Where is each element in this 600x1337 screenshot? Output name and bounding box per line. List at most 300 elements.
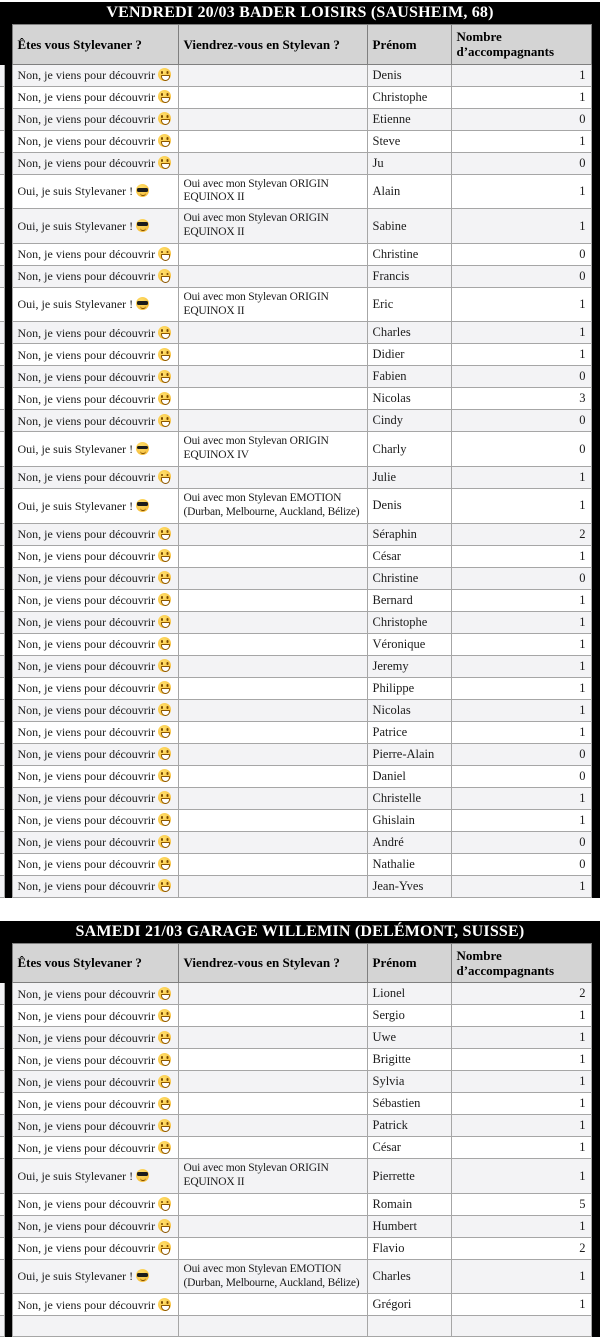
star-struck-emoji (158, 247, 171, 260)
star-struck-emoji (158, 1219, 171, 1232)
table-row (0, 265, 591, 287)
cell-accompagnants: 1 (451, 1259, 591, 1294)
star-struck-emoji (158, 1097, 171, 1110)
star-struck-emoji (158, 769, 171, 782)
star-struck-emoji (158, 593, 171, 606)
cell-prenom: Bernard (367, 589, 451, 611)
cell-stylevaner: Non, je viens pour découvrir (12, 388, 178, 410)
cell-stylevaner: Non, je viens pour découvrir (12, 366, 178, 388)
cell-stylevaner: Non, je viens pour découvrir (12, 809, 178, 831)
table-row (0, 489, 591, 524)
table-row (0, 765, 591, 787)
column-header: Viendrez-vous en Stylevan ? (178, 943, 367, 983)
cell-stylevaner: Non, je viens pour découvrir (12, 467, 178, 489)
cell-stylevaner: Non, je viens pour découvrir (12, 721, 178, 743)
table-row (0, 1159, 591, 1194)
cell-stylevaner: Non, je viens pour découvrir (12, 1137, 178, 1159)
cell-prenom: Eric (367, 287, 451, 322)
cell-accompagnants (451, 1316, 591, 1337)
table-left-gap (4, 366, 12, 388)
cell-stylevan (178, 1049, 367, 1071)
cell-accompagnants: 1 (451, 489, 591, 524)
star-struck-emoji (158, 835, 171, 848)
column-header: Viendrez-vous en Stylevan ? (178, 25, 367, 65)
cell-prenom: Ghislain (367, 809, 451, 831)
cell-accompagnants: 1 (451, 174, 591, 209)
star-struck-emoji (158, 90, 171, 103)
table-row (0, 388, 591, 410)
table-row (0, 611, 591, 633)
cell-stylevaner: Non, je viens pour découvrir (12, 265, 178, 287)
cell-stylevaner: Oui, je suis Stylevaner ! (12, 287, 178, 322)
cell-stylevan (178, 699, 367, 721)
star-struck-emoji (158, 1298, 171, 1311)
cell-stylevan (178, 655, 367, 677)
event-title-banner: VENDREDI 20/03 BADER LOISIRS (SAUSHEIM, 68) (0, 2, 600, 24)
table-row (0, 287, 591, 322)
table-left-gap (4, 1159, 12, 1194)
cell-prenom: Lionel (367, 983, 451, 1005)
table-left-gap (4, 467, 12, 489)
table-row (0, 1049, 591, 1071)
cell-accompagnants: 1 (451, 1093, 591, 1115)
star-struck-emoji (158, 370, 171, 383)
cell-stylevaner: Oui, je suis Stylevaner ! (12, 1159, 178, 1194)
table-left-gap (4, 1137, 12, 1159)
star-struck-emoji (158, 1119, 171, 1132)
table-left-gap (4, 655, 12, 677)
cell-accompagnants: 1 (451, 611, 591, 633)
star-struck-emoji (158, 725, 171, 738)
table-left-gap (4, 1071, 12, 1093)
cell-prenom: Francis (367, 265, 451, 287)
cell-stylevan: Oui avec mon Stylevan ORIGIN EQUINOX II (178, 209, 367, 244)
cell-prenom: Daniel (367, 765, 451, 787)
table-row (0, 1071, 591, 1093)
star-struck-emoji (158, 747, 171, 760)
cell-stylevan (178, 567, 367, 589)
cell-prenom: Denis (367, 64, 451, 86)
star-struck-emoji (158, 659, 171, 672)
cell-stylevaner: Non, je viens pour découvrir (12, 983, 178, 1005)
cell-stylevan (178, 633, 367, 655)
sunglasses-emoji (136, 297, 149, 310)
table-row (0, 86, 591, 108)
sunglasses-emoji (136, 442, 149, 455)
cell-accompagnants: 1 (451, 86, 591, 108)
cell-stylevaner: Non, je viens pour découvrir (12, 344, 178, 366)
table-row (0, 699, 591, 721)
cell-prenom: Christine (367, 567, 451, 589)
cell-prenom: Julie (367, 467, 451, 489)
star-struck-emoji (158, 571, 171, 584)
cell-stylevan (178, 1005, 367, 1027)
cell-stylevaner: Oui, je suis Stylevaner ! (12, 489, 178, 524)
sunglasses-emoji (136, 1169, 149, 1182)
star-struck-emoji (158, 68, 171, 81)
cell-stylevaner: Non, je viens pour découvrir (12, 1237, 178, 1259)
table-left-gap (4, 108, 12, 130)
star-struck-emoji (158, 269, 171, 282)
cell-stylevaner: Non, je viens pour découvrir (12, 523, 178, 545)
star-struck-emoji (158, 879, 171, 892)
cell-prenom: Philippe (367, 677, 451, 699)
cell-accompagnants: 1 (451, 209, 591, 244)
cell-stylevan (178, 130, 367, 152)
cell-prenom: Séraphin (367, 523, 451, 545)
cell-stylevan (178, 1237, 367, 1259)
table-row (0, 1027, 591, 1049)
column-header: Êtes vous Stylevaner ? (12, 25, 178, 65)
cell-stylevan (178, 86, 367, 108)
cell-prenom: Didier (367, 344, 451, 366)
table-left-gap (4, 265, 12, 287)
cell-accompagnants: 1 (451, 1071, 591, 1093)
cell-stylevaner: Non, je viens pour découvrir (12, 743, 178, 765)
cell-stylevan (178, 366, 367, 388)
table-row (0, 809, 591, 831)
cell-stylevan (178, 545, 367, 567)
cell-prenom: Cindy (367, 410, 451, 432)
cell-stylevan (178, 1215, 367, 1237)
cell-prenom: Christelle (367, 787, 451, 809)
cell-prenom: Uwe (367, 1027, 451, 1049)
cell-stylevan (178, 467, 367, 489)
table-left-gap (4, 1259, 12, 1294)
cell-accompagnants: 0 (451, 432, 591, 467)
cell-prenom: Fabien (367, 366, 451, 388)
cell-accompagnants: 1 (451, 1005, 591, 1027)
cell-prenom: Etienne (367, 108, 451, 130)
cell-stylevan (178, 853, 367, 875)
table-row (0, 1193, 591, 1215)
star-struck-emoji (158, 1241, 171, 1254)
cell-accompagnants: 1 (451, 467, 591, 489)
star-struck-emoji (158, 1075, 171, 1088)
cell-accompagnants: 1 (451, 677, 591, 699)
star-struck-emoji (158, 1031, 171, 1044)
cell-stylevan (178, 1071, 367, 1093)
cell-stylevaner: Non, je viens pour découvrir (12, 1093, 178, 1115)
table-left-gap (4, 1027, 12, 1049)
table-row (0, 344, 591, 366)
table-left-gap (4, 523, 12, 545)
cell-prenom: Flavio (367, 1237, 451, 1259)
cell-accompagnants: 1 (451, 721, 591, 743)
cell-stylevan: Oui avec mon Stylevan EMOTION (Durban, Melbourne, Auckland, Bélize) (178, 489, 367, 524)
cell-stylevaner: Non, je viens pour découvrir (12, 611, 178, 633)
cell-prenom: Véronique (367, 633, 451, 655)
table-row (0, 633, 591, 655)
cell-accompagnants: 2 (451, 1237, 591, 1259)
cell-stylevaner: Non, je viens pour découvrir (12, 1294, 178, 1316)
table-row (0, 174, 591, 209)
table-left-gap (4, 209, 12, 244)
sunglasses-emoji (136, 1269, 149, 1282)
table-row (0, 743, 591, 765)
table-row (0, 787, 591, 809)
star-struck-emoji (158, 134, 171, 147)
cell-stylevaner: Non, je viens pour découvrir (12, 831, 178, 853)
star-struck-emoji (158, 615, 171, 628)
cell-prenom (367, 1316, 451, 1337)
table-left-gap (4, 765, 12, 787)
cell-accompagnants: 5 (451, 1193, 591, 1215)
table-left-gap (4, 943, 12, 983)
cell-accompagnants: 1 (451, 1027, 591, 1049)
column-header: Nombre d’accompagnants (451, 25, 591, 65)
table-left-gap (4, 589, 12, 611)
cell-stylevaner: Non, je viens pour découvrir (12, 1049, 178, 1071)
table-row (0, 64, 591, 86)
cell-accompagnants: 1 (451, 1049, 591, 1071)
cell-accompagnants: 1 (451, 589, 591, 611)
table-row (0, 1259, 591, 1294)
table-left-gap (4, 567, 12, 589)
column-header-row (0, 25, 591, 65)
table-row (0, 677, 591, 699)
cell-stylevaner: Oui, je suis Stylevaner ! (12, 209, 178, 244)
cell-prenom: César (367, 1137, 451, 1159)
table-row (0, 1237, 591, 1259)
star-struck-emoji (158, 348, 171, 361)
table-row (0, 523, 591, 545)
table-left-gap (4, 174, 12, 209)
star-struck-emoji (158, 703, 171, 716)
cell-prenom: Denis (367, 489, 451, 524)
cell-accompagnants: 0 (451, 567, 591, 589)
column-header: Nombre d’accompagnants (451, 943, 591, 983)
table-left-gap (4, 25, 12, 65)
cell-stylevan (178, 108, 367, 130)
table-left-gap (4, 1237, 12, 1259)
star-struck-emoji (158, 637, 171, 650)
table-row (0, 1294, 591, 1316)
cell-stylevaner: Non, je viens pour découvrir (12, 677, 178, 699)
table-left-gap (4, 1215, 12, 1237)
table-row (0, 130, 591, 152)
cell-accompagnants: 1 (451, 655, 591, 677)
cell-accompagnants: 0 (451, 366, 591, 388)
column-header: Êtes vous Stylevaner ? (12, 943, 178, 983)
cell-prenom: Romain (367, 1193, 451, 1215)
table-row (0, 152, 591, 174)
cell-stylevan (178, 410, 367, 432)
cell-stylevaner: Non, je viens pour découvrir (12, 633, 178, 655)
cell-accompagnants: 0 (451, 743, 591, 765)
table-left-gap (4, 677, 12, 699)
table-left-gap (4, 545, 12, 567)
cell-accompagnants: 1 (451, 1137, 591, 1159)
table-row (0, 875, 591, 897)
cell-stylevaner: Non, je viens pour découvrir (12, 1027, 178, 1049)
cell-stylevaner: Oui, je suis Stylevaner ! (12, 432, 178, 467)
table-row (0, 831, 591, 853)
column-header: Prénom (367, 943, 451, 983)
cell-stylevan: Oui avec mon Stylevan ORIGIN EQUINOX II (178, 1159, 367, 1194)
cell-stylevan (178, 589, 367, 611)
table-row (0, 1215, 591, 1237)
cell-prenom: Ju (367, 152, 451, 174)
cell-stylevan (178, 344, 367, 366)
table-left-gap (4, 388, 12, 410)
cell-prenom: Charles (367, 1259, 451, 1294)
cell-stylevan (178, 1294, 367, 1316)
event-table (0, 943, 592, 1337)
cell-accompagnants: 1 (451, 1294, 591, 1316)
cell-stylevaner: Non, je viens pour découvrir (12, 589, 178, 611)
cell-accompagnants: 1 (451, 1115, 591, 1137)
cell-accompagnants: 1 (451, 344, 591, 366)
cell-prenom: Patrick (367, 1115, 451, 1137)
table-left-gap (4, 831, 12, 853)
table-left-gap (4, 699, 12, 721)
table-row (0, 467, 591, 489)
cell-prenom: Christophe (367, 611, 451, 633)
table-left-gap (4, 243, 12, 265)
table-left-gap (4, 1049, 12, 1071)
table-row (0, 853, 591, 875)
cell-accompagnants: 1 (451, 1159, 591, 1194)
cell-stylevaner: Non, je viens pour découvrir (12, 1115, 178, 1137)
table-row (0, 1137, 591, 1159)
cell-stylevan (178, 1027, 367, 1049)
cell-stylevaner: Non, je viens pour découvrir (12, 1193, 178, 1215)
cell-prenom: Sylvia (367, 1071, 451, 1093)
cell-stylevan (178, 983, 367, 1005)
cell-accompagnants: 0 (451, 410, 591, 432)
table-row (0, 108, 591, 130)
cell-prenom: Humbert (367, 1215, 451, 1237)
cell-stylevaner: Non, je viens pour découvrir (12, 86, 178, 108)
star-struck-emoji (158, 987, 171, 1000)
cell-prenom: Christophe (367, 86, 451, 108)
cell-stylevan (178, 265, 367, 287)
cell-stylevan (178, 787, 367, 809)
star-struck-emoji (158, 791, 171, 804)
cell-accompagnants: 1 (451, 322, 591, 344)
cell-accompagnants: 3 (451, 388, 591, 410)
star-struck-emoji (158, 1197, 171, 1210)
table-left-gap (4, 853, 12, 875)
cell-stylevan (178, 152, 367, 174)
table-left-gap (4, 1193, 12, 1215)
table-left-gap (4, 344, 12, 366)
star-struck-emoji (158, 392, 171, 405)
cell-stylevaner: Oui, je suis Stylevaner ! (12, 174, 178, 209)
table-left-gap (4, 809, 12, 831)
cell-accompagnants: 1 (451, 809, 591, 831)
table-left-gap (4, 489, 12, 524)
table-row (0, 1005, 591, 1027)
table-left-gap (4, 64, 12, 86)
cell-stylevan (178, 677, 367, 699)
table-left-gap (4, 875, 12, 897)
cell-stylevaner: Non, je viens pour découvrir (12, 130, 178, 152)
star-struck-emoji (158, 470, 171, 483)
cell-stylevan (178, 1137, 367, 1159)
cell-prenom: Charly (367, 432, 451, 467)
star-struck-emoji (158, 156, 171, 169)
cell-prenom: André (367, 831, 451, 853)
table-row (0, 1093, 591, 1115)
cell-stylevaner: Non, je viens pour découvrir (12, 1215, 178, 1237)
table-left-gap (4, 633, 12, 655)
table-left-gap (4, 1093, 12, 1115)
cell-stylevan: Oui avec mon Stylevan ORIGIN EQUINOX IV (178, 432, 367, 467)
cell-stylevaner: Oui, je suis Stylevaner ! (12, 1259, 178, 1294)
table-row (0, 1316, 591, 1337)
cell-stylevaner: Non, je viens pour découvrir (12, 875, 178, 897)
cell-prenom: Charles (367, 322, 451, 344)
cell-stylevaner: Non, je viens pour découvrir (12, 322, 178, 344)
cell-stylevaner: Non, je viens pour découvrir (12, 410, 178, 432)
cell-stylevan (178, 1093, 367, 1115)
table-row (0, 1115, 591, 1137)
table-row (0, 432, 591, 467)
star-struck-emoji (158, 527, 171, 540)
sunglasses-emoji (136, 499, 149, 512)
cell-accompagnants: 0 (451, 265, 591, 287)
star-struck-emoji (158, 326, 171, 339)
sunglasses-emoji (136, 184, 149, 197)
cell-stylevan (178, 831, 367, 853)
cell-prenom: Nathalie (367, 853, 451, 875)
cell-accompagnants: 0 (451, 853, 591, 875)
cell-stylevan: Oui avec mon Stylevan EMOTION (Durban, Melbourne, Auckland, Bélize) (178, 1259, 367, 1294)
cell-accompagnants: 0 (451, 152, 591, 174)
table-left-gap (4, 410, 12, 432)
cell-stylevan (178, 809, 367, 831)
cell-accompagnants: 1 (451, 130, 591, 152)
cell-stylevaner (12, 1316, 178, 1337)
cell-accompagnants: 1 (451, 64, 591, 86)
cell-prenom: Alain (367, 174, 451, 209)
table-left-gap (4, 287, 12, 322)
cell-stylevan (178, 765, 367, 787)
star-struck-emoji (158, 112, 171, 125)
table-left-gap (4, 1115, 12, 1137)
cell-stylevaner: Non, je viens pour découvrir (12, 567, 178, 589)
between-tables-spacer (0, 898, 600, 921)
cell-accompagnants: 0 (451, 108, 591, 130)
table-row (0, 209, 591, 244)
table-left-gap (4, 1005, 12, 1027)
table-row (0, 545, 591, 567)
cell-stylevan (178, 243, 367, 265)
table-row (0, 243, 591, 265)
cell-prenom: Brigitte (367, 1049, 451, 1071)
table-left-gap (4, 1294, 12, 1316)
cell-prenom: Jean-Yves (367, 875, 451, 897)
cell-stylevaner: Non, je viens pour découvrir (12, 787, 178, 809)
cell-accompagnants: 2 (451, 523, 591, 545)
star-struck-emoji (158, 813, 171, 826)
star-struck-emoji (158, 1053, 171, 1066)
cell-stylevaner: Non, je viens pour découvrir (12, 545, 178, 567)
cell-stylevan (178, 1193, 367, 1215)
table-row (0, 410, 591, 432)
cell-accompagnants: 1 (451, 787, 591, 809)
event-table (0, 24, 592, 898)
table-row (0, 567, 591, 589)
column-header-row (0, 943, 591, 983)
table-left-gap (4, 721, 12, 743)
cell-stylevan (178, 875, 367, 897)
cell-prenom: Pierrette (367, 1159, 451, 1194)
cell-prenom: Nicolas (367, 388, 451, 410)
table-left-gap (4, 432, 12, 467)
